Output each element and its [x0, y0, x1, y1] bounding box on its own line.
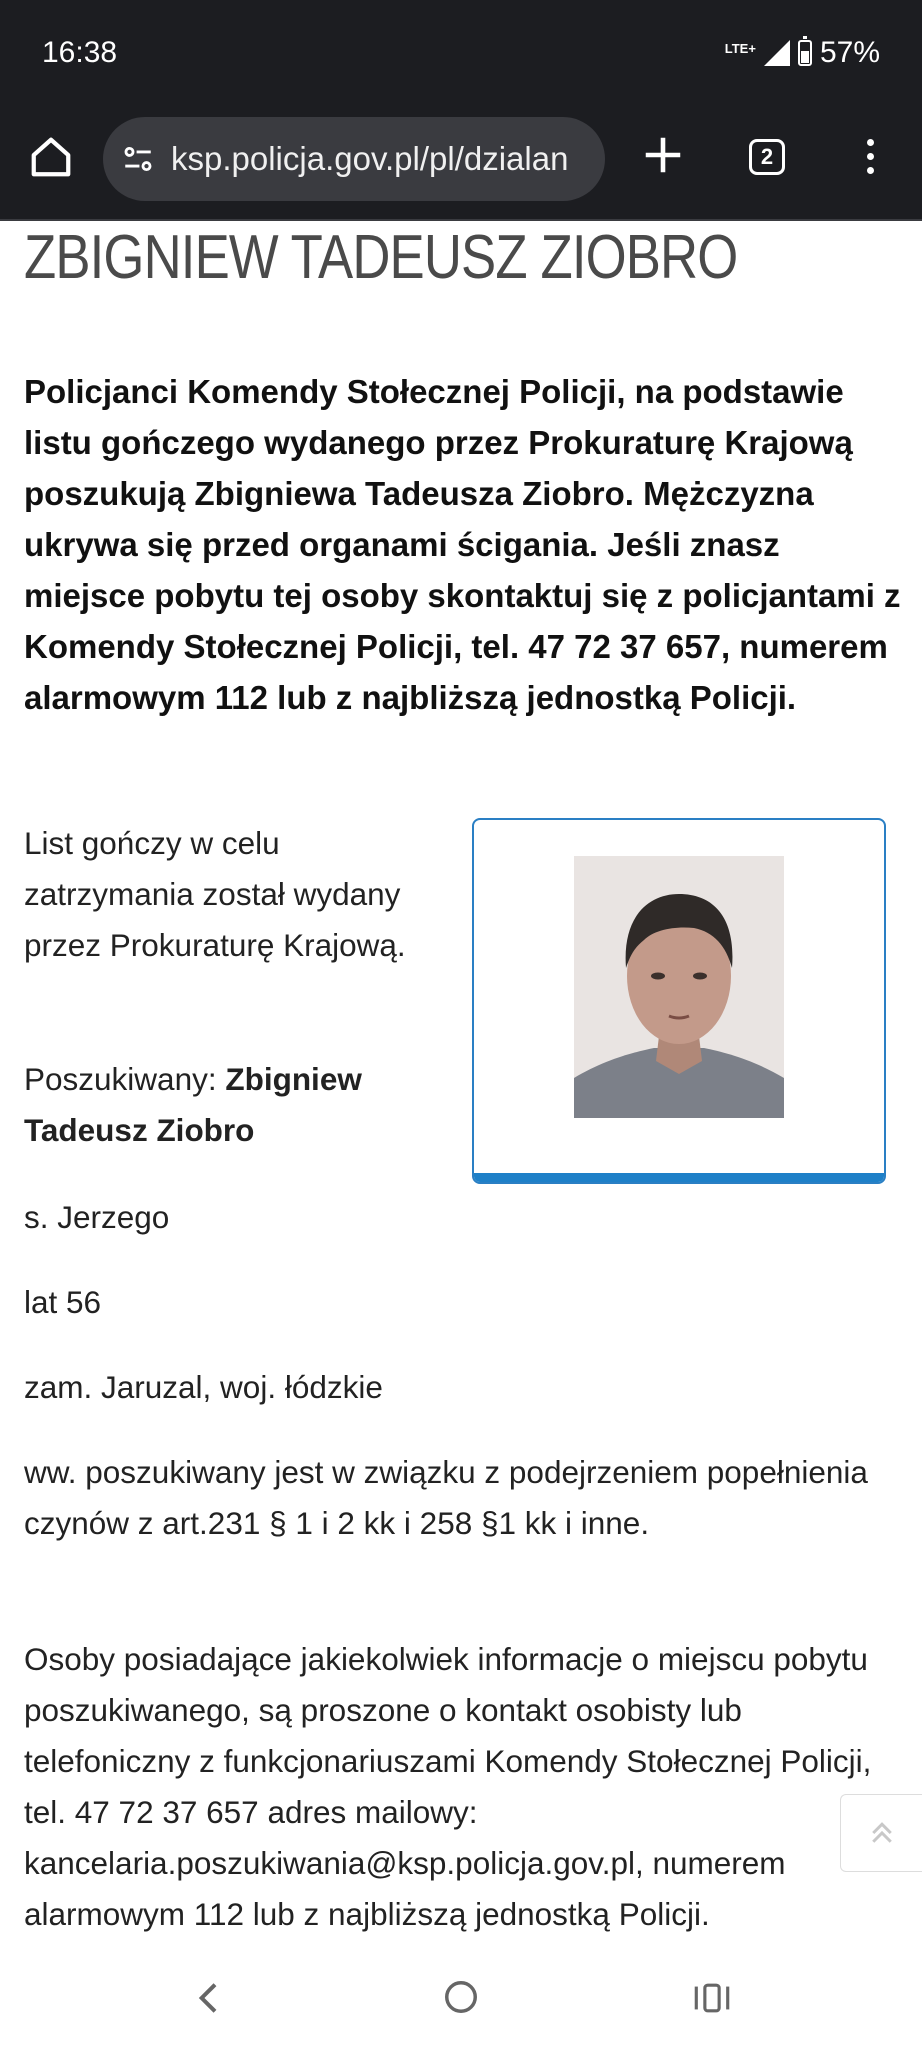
- url-text: ksp.policja.gov.pl/pl/dzialan: [171, 140, 569, 177]
- wanted-label: Poszukiwany:: [24, 1061, 226, 1097]
- age: lat 56: [24, 1284, 102, 1320]
- network-type: LTE+: [724, 40, 756, 56]
- contact-text-end: , numerem alarmowym 112 lub z najbliższą jednostką Policji.: [24, 1845, 786, 1932]
- wanted-person-photo: [574, 856, 784, 1118]
- signal-icon: [764, 40, 790, 66]
- status-indicators: [725, 36, 880, 70]
- warrant-text: List gończy w celu zatrzymania został wydany przez Prokuraturę Krajową.: [24, 825, 406, 963]
- status-time: 16:38: [42, 36, 118, 69]
- wanted-line: [24, 1054, 444, 1156]
- battery-icon: [798, 40, 812, 66]
- contact-text: Osoby posiadające jakiekolwiek informacje o miejscu pobytu poszukiwanego, są proszone o kontakt osobisty lub telefoniczny z funkcjonariuszami Komendy Stołecznej Policji, tel. 47 72 37 657 adres mailowy:: [24, 1641, 872, 1830]
- more-menu-icon[interactable]: [857, 134, 883, 182]
- new-tab-icon[interactable]: [640, 132, 686, 178]
- browser-toolbar: [0, 106, 922, 221]
- father-name: s. Jerzego: [24, 1199, 170, 1235]
- wanted-name: Zbigniew Tadeusz Ziobro: [24, 1061, 362, 1148]
- page-title: ZBIGNIEW TADEUSZ ZIOBRO: [24, 223, 738, 292]
- charges-text: ww. poszukiwany jest w związku z podejrzeniem popełnienia czynów z art.231 § 1 i 2 kk i 258 §1 kk i inne.: [24, 1454, 868, 1541]
- home-nav-icon[interactable]: [442, 1978, 480, 2016]
- back-icon[interactable]: [190, 1978, 230, 2018]
- address: zam. Jaruzal, woj. łódzkie: [24, 1369, 383, 1405]
- double-chevron-up-icon: [867, 1818, 897, 1848]
- address-bar[interactable]: [103, 117, 605, 201]
- tab-switcher-button[interactable]: 2: [749, 139, 785, 175]
- status-bar: [0, 0, 922, 106]
- contact-paragraph: [24, 1634, 904, 1940]
- battery-percent: 57%: [819, 36, 880, 69]
- home-icon[interactable]: [28, 134, 74, 180]
- photo-card[interactable]: [472, 818, 886, 1184]
- scroll-to-top-button[interactable]: [840, 1794, 922, 1872]
- contact-email-link[interactable]: kancelaria.poszukiwania@ksp.policja.gov.pl: [24, 1845, 635, 1881]
- navigation-bar: [0, 1950, 922, 2048]
- lead-paragraph: Policjanci Komendy Stołecznej Policji, na podstawie listu gończego wydanego przez Prokuraturę Krajową poszukują Zbigniewa Tadeusza Ziobro. Mężczyzna ukrywa się przed organami ścigania. Jeśli znasz miejsce pobytu tej osoby skontaktuj się z policjantami z Komendy Stołecznej Policji, tel. 47 72 37 657, numerem alarmowym 112 lub z najbliższą jednostką Policji.: [24, 373, 901, 716]
- photo-card-accent: [474, 1173, 884, 1182]
- recent-apps-icon[interactable]: [692, 1980, 732, 2016]
- site-settings-icon[interactable]: [121, 142, 155, 176]
